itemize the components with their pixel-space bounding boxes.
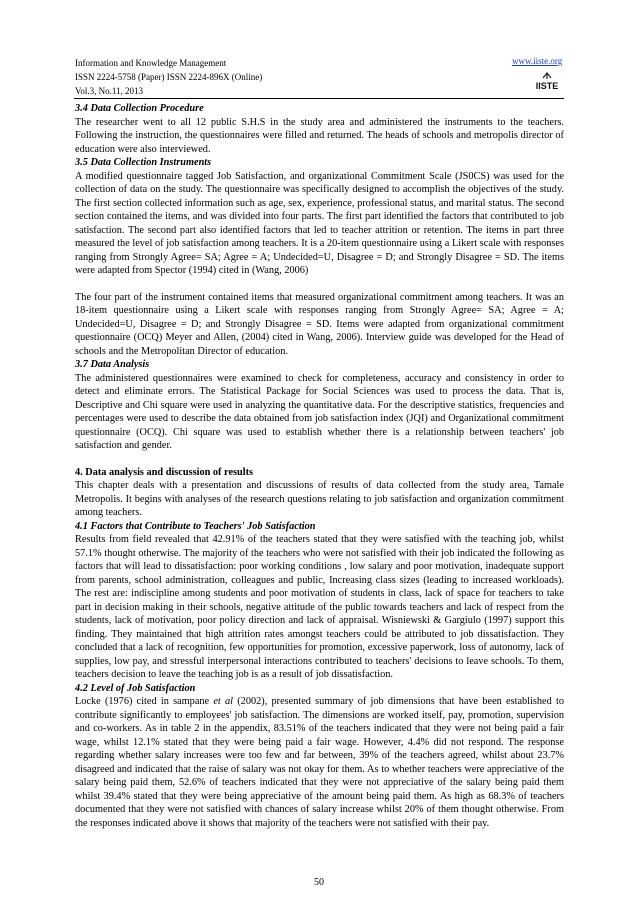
paragraph: This chapter deals with a presentation and discussions of results of data collected from the study area, Tamale Metropolis. It begins with analyses of the research questions relating to job satisfaction and organization commitment among teachers.: [75, 480, 564, 518]
journal-url-link[interactable]: www.iiste.org: [512, 56, 563, 66]
paragraph: [75, 695, 564, 830]
journal-name: Information and Knowledge Management: [75, 58, 227, 68]
italic-et-al: et al: [213, 696, 234, 707]
section-heading-4-1: 4.1 Factors that Contribute to Teachers' Job Satisfaction: [75, 520, 316, 532]
section-heading-4: 4. Data analysis and discussion of results: [75, 466, 254, 478]
header-rule: [74, 98, 564, 99]
article-body: [75, 102, 564, 830]
section-heading-4-2: 4.2 Level of Job Satisfaction: [75, 682, 196, 694]
text-run: (2002), presented summary of job dimensions that have been established to contribute significantly to employees' job satisfaction. The dimensions are worked itself, pay, promotion, supervision and co-workers. As in table 2 in the appendix, 83.51% of the teachers indicated that they were not being paid a fair wage, whilst 12.1% stated that they were being paid a fair wage. However, 4.4% did not respond. The response regarding whether salary increases were too few and far between, 39% of the teachers agreed, whilst about 23.7% disagreed and indicated that the raise of salary was not okay for them. As to whether teachers were appreciative of the salary being paid them, 52.6% of teachers indicated that they were not appreciative of the salary being paid them whilst 39.4% stated that they were being appreciative of the amount being paid them. As high as 68.3% of teachers documented that they were not satisfied with chances of salary increase whilst 20% of them thought otherwise. From the responses indicated above it shows that majority of the teachers were not satisfied with their pay.: [75, 696, 565, 829]
paragraph: Results from field revealed that 42.91% of the teachers stated that they were satisfied with the teaching job, whilst 57.1% thought otherwise. The majority of the teachers who were not satisfied with their job indicated the following as factors that will lead to dissatisfaction: poor working conditions , low salary and poor motivation, inadequate support from parents, school administration, colleagues and public, Increasing class sizes (leading to increased workloads). The rest are: indiscipline among students and poor motivation of students in class, lack of space for teachers to take part in decision making in their schools, negative attitude of the public towards teachers and lack of respect from the students, lack of motivation, poor policy direction and lack of appraisal. Wisniewski & Gargiulo (1997) support this finding. They maintained that high attrition rates amongst teachers could be attributed to job dissatisfaction. They concluded that a lack of recognition, few opportunities for promotion, excessive paperwork, loss of autonomy, lack of supplies, low pay, and stressful interpersonal interactions contributed to teachers' decisions to leave schools. To them, teachers decision to leave the teaching job is as a result of job dissatisfaction.: [75, 534, 564, 680]
paragraph: The researcher went to all 12 public S.H.S in the study area and administered the instruments to the teachers. Following the instruction, the questionnaires were filled and returned. The heads of schools and metropolis director of education were also interviewed.: [75, 116, 564, 155]
paragraph-gap: [75, 278, 564, 291]
text-run: Locke (1976) cited in sampane: [75, 696, 214, 707]
paragraph-gap: [75, 453, 564, 466]
paragraph: The four part of the instrument contained items that measured organizational commitment among teachers. It was an 18-item questionnaire using a Likert scale with responses ranging from Strongly Agree= SA; Agree = A; Undecided=U, Disagree = D; and Strongly Disagree = SD. Items were adapted from organizational commitment questionnaire (OCQ) Meyer and Allen, (2004) cited in Wang, 2006). Interview guide was developed for the Head of schools and the Metropolitan Director of education.: [75, 291, 564, 357]
paragraph: The administered questionnaires were examined to check for completeness, accuracy and consistency in order to detect and eliminate errors. The Statistical Package for Social Sciences was used to process the data. That is, Descriptive and Chi square were used in analyzing the quantitative data. For the descriptive statistics, frequencies and percentages were used to describe the data obtained from job satisfaction index (JQI) and Organizational commitment questionnaire (OCQ). Chi square was used to establish whether there is a relationship between teachers' job satisfaction and gender.: [75, 372, 564, 451]
section-heading-3-4: 3.4 Data Collection Procedure: [75, 103, 204, 114]
running-header: [75, 56, 262, 98]
logo-text: IISTE: [535, 81, 559, 91]
paragraph: A modified questionnaire tagged Job Satisfaction, and organizational Commitment Scale (JS0CS) was used for the collection of data on the study. The questionnaire was specifically designed to accomplish the objectives of the study. The first section collected information such as age, sex, experience, professional status, and marital status. The second section contained the items, and was divided into four parts. The first part identified the factors that contributed to job satisfaction. The second part also identified factors that led to teacher attrition or retention. The items in part three measured the level of job satisfaction among teachers. It is a 20-item questionnaire using a Likert scale with responses ranging from Strongly Agree= SA; Agree = A; Undecided=U, Disagree = D; and Strongly Disagree = SD. The items were adapted from Spector (1994) cited in (Wang, 2006): [75, 170, 564, 276]
section-heading-3-7: 3.7 Data Analysis: [75, 359, 150, 370]
volume-line: Vol.3, No.11, 2013: [75, 86, 144, 96]
issn-line: ISSN 2224-5758 (Paper) ISSN 2224-896X (Online): [75, 72, 263, 82]
page-number: 50: [314, 877, 324, 888]
section-heading-3-5: 3.5 Data Collection Instruments: [75, 157, 212, 168]
iiste-logo: [531, 71, 563, 93]
